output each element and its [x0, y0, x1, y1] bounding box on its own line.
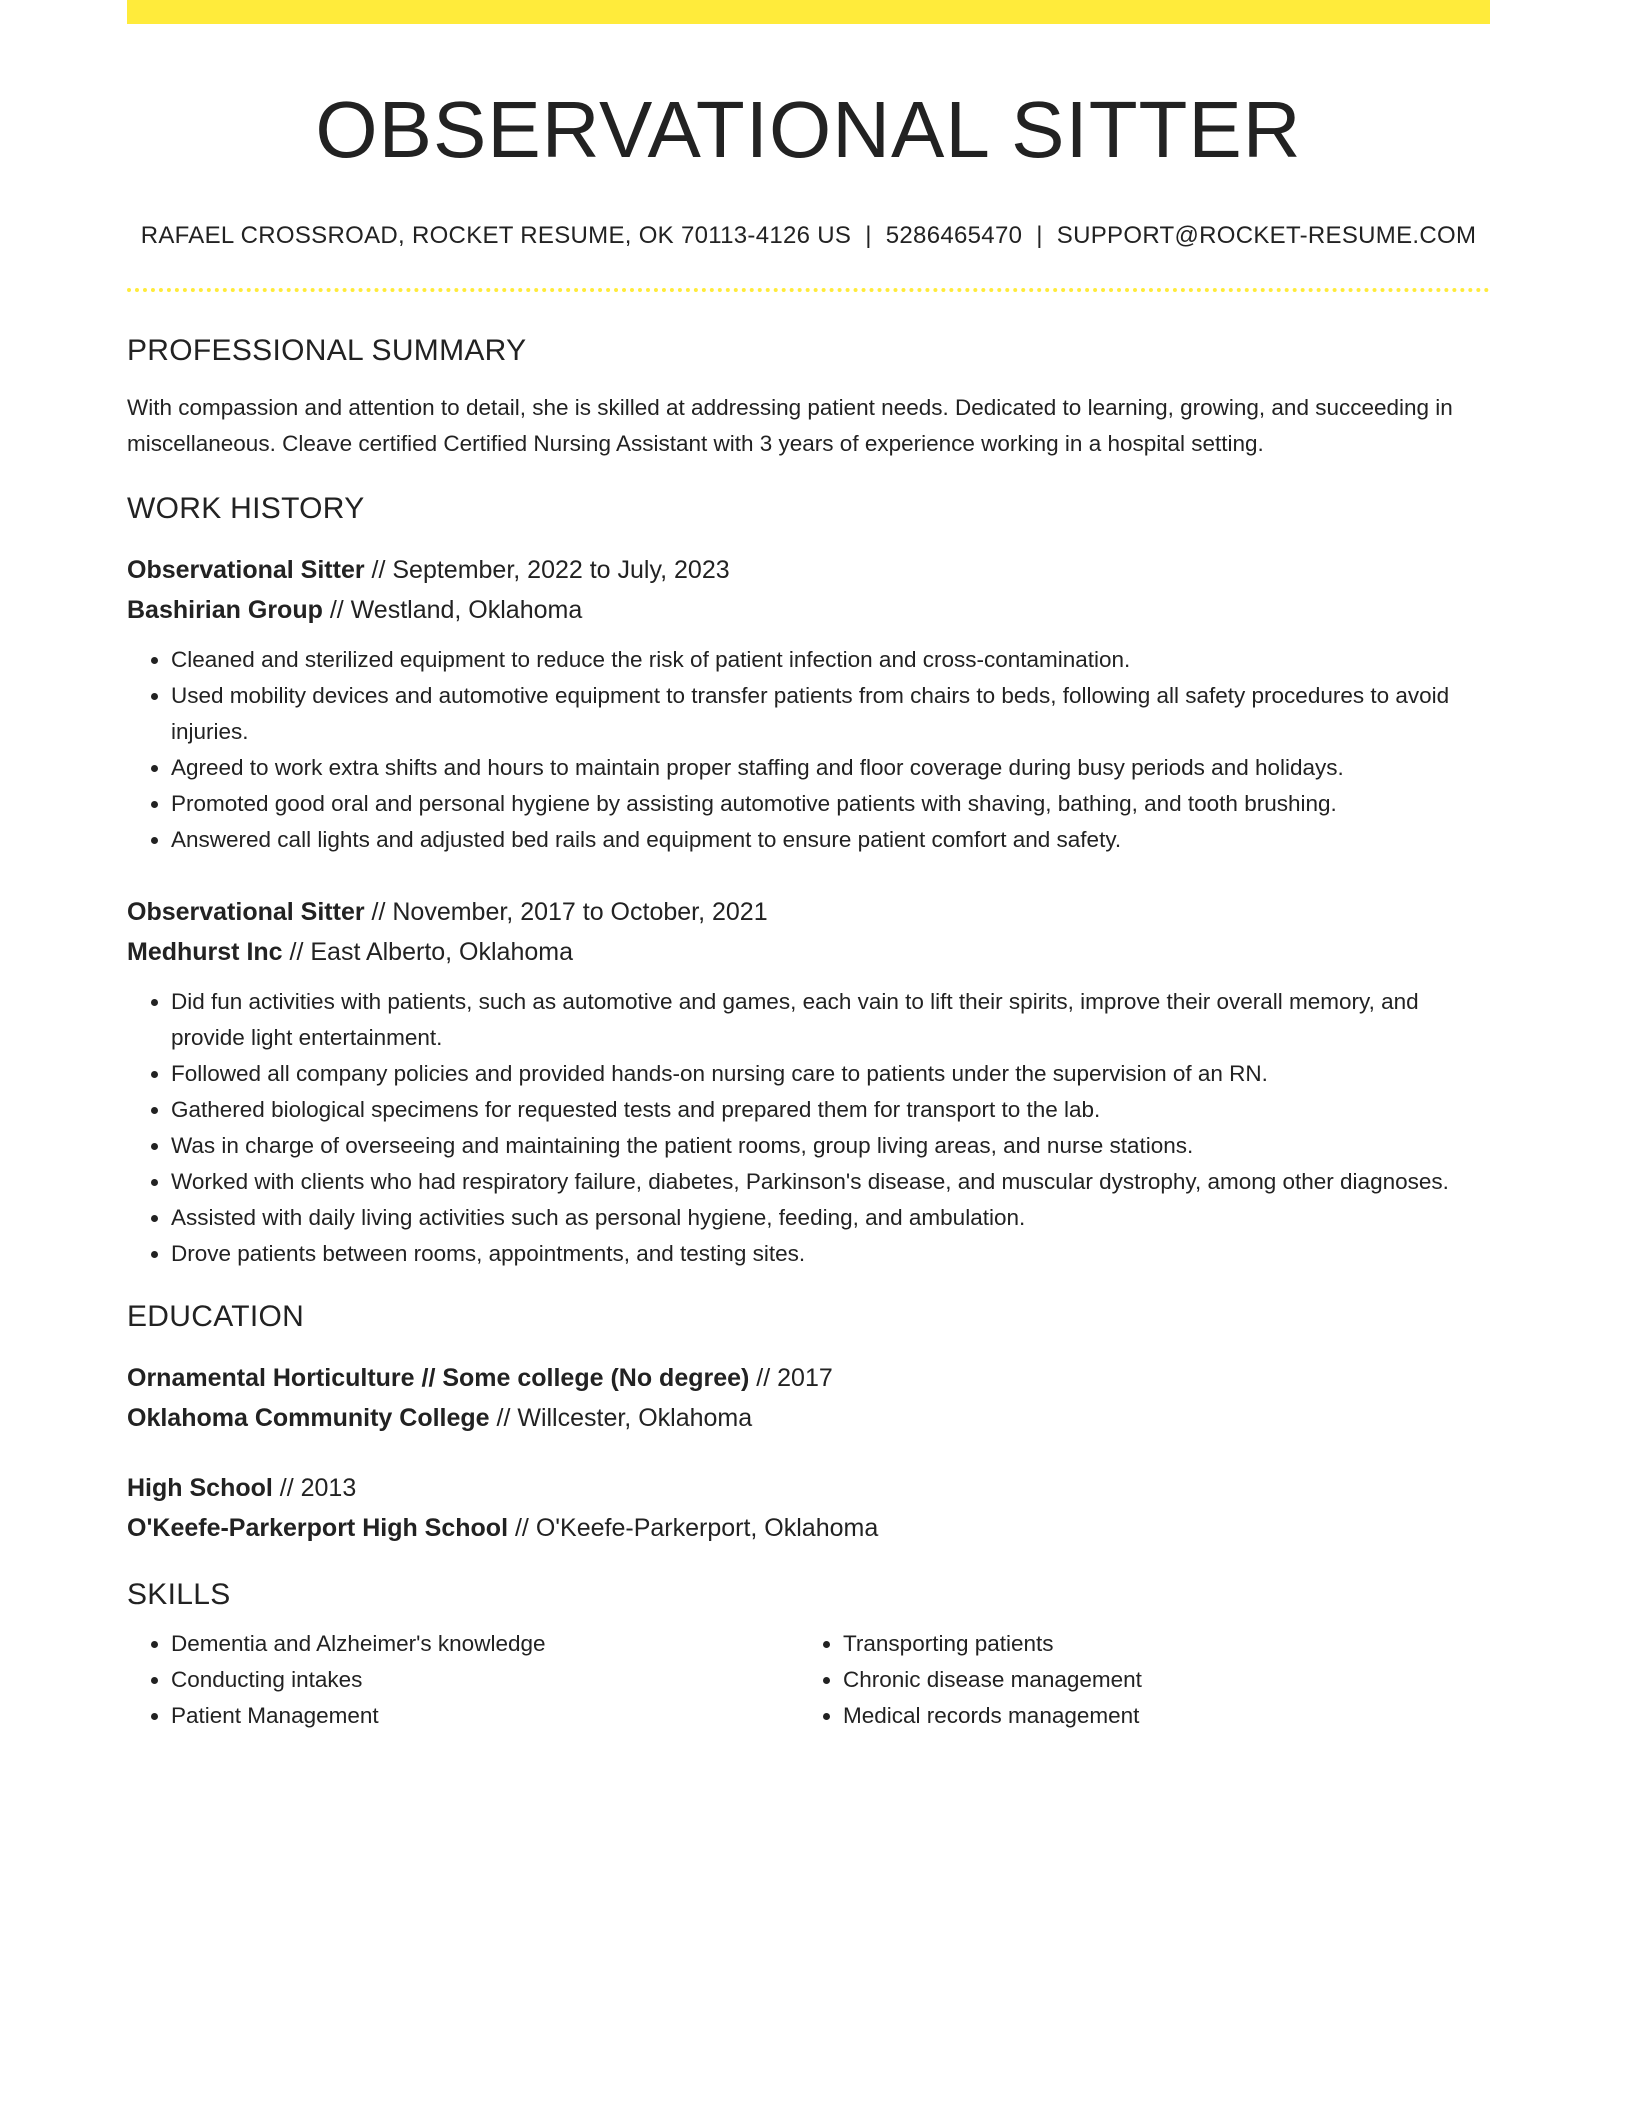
contact-line: [127, 222, 1490, 250]
education-degree: Ornamental Horticulture // Some college (No degree): [127, 1364, 750, 1392]
education-entry: [127, 1468, 1490, 1548]
job-bullet: • Was in charge of overseeing and maintaining the patient rooms, group living areas, and nurse stations.: [171, 1128, 1490, 1164]
job-company: Bashirian Group: [127, 596, 323, 624]
education-location: // Willcester, Oklahoma: [489, 1404, 753, 1432]
job-entry: [127, 550, 1490, 858]
job-bullets: [127, 642, 1490, 858]
job-bullet: • Used mobility devices and automotive equipment to transfer patients from chairs to beds, following all safety procedures to avoid injuries.: [171, 678, 1490, 750]
accent-top-bar: [127, 0, 1490, 24]
skill-item: • Chronic disease management: [843, 1662, 1471, 1698]
dotted-divider: [127, 288, 1490, 292]
skill-item: • Patient Management: [171, 1698, 799, 1734]
job-bullet: • Followed all company policies and provided hands-on nursing care to patients under the supervision of an RN.: [171, 1056, 1490, 1092]
job-bullets: [127, 984, 1490, 1272]
job-bullet: • Promoted good oral and personal hygiene by assisting automotive patients with shaving, bathing, and tooth brushing.: [171, 786, 1490, 822]
job-role: Observational Sitter: [127, 556, 365, 584]
education-school: O'Keefe-Parkerport High School: [127, 1514, 509, 1542]
job-title-line: [127, 892, 1490, 932]
job-entry: [127, 892, 1490, 1272]
skills-heading: SKILLS: [127, 1578, 231, 1611]
skills-right-column: [799, 1626, 1471, 1734]
job-bullet: • Drove patients between rooms, appointments, and testing sites.: [171, 1236, 1490, 1272]
job-role: Observational Sitter: [127, 898, 365, 926]
job-bullet: • Answered call lights and adjusted bed rails and equipment to ensure patient comfort and safety.: [171, 822, 1490, 858]
job-bullet: • Did fun activities with patients, such as automotive and games, each vain to lift their spirits, improve their overall memory, and provide light entertainment.: [171, 984, 1490, 1056]
work-history-heading: WORK HISTORY: [127, 492, 365, 525]
job-company-line: [127, 590, 1490, 630]
resume-name: OBSERVATIONAL SITTER: [315, 85, 1302, 174]
education-degree-line: [127, 1358, 1490, 1398]
summary-text: With compassion and attention to detail, she is skilled at addressing patient needs. Dedicated to learning, growing, and succeeding in miscellaneous. Cleave certified Certified Nursing Assistant with 3 years of experience working in a hospital setting.: [127, 395, 1453, 456]
education-year: // 2013: [272, 1474, 357, 1502]
education-school-line: [127, 1508, 1490, 1548]
job-dates: // November, 2017 to October, 2021: [364, 898, 768, 926]
education-degree: High School: [127, 1474, 273, 1502]
job-dates: // September, 2022 to July, 2023: [364, 556, 730, 584]
summary-heading: PROFESSIONAL SUMMARY: [127, 334, 527, 367]
skill-item: • Medical records management: [843, 1698, 1471, 1734]
skills-grid: [127, 1626, 1490, 1734]
skills-left-column: [127, 1626, 799, 1734]
job-bullet: • Worked with clients who had respiratory failure, diabetes, Parkinson's disease, and muscular dystrophy, among other diagnoses.: [171, 1164, 1490, 1200]
job-company-line: [127, 932, 1490, 972]
job-company: Medhurst Inc: [127, 938, 283, 966]
education-location: // O'Keefe-Parkerport, Oklahoma: [508, 1514, 879, 1542]
job-bullet: • Gathered biological specimens for requested tests and prepared them for transport to the lab.: [171, 1092, 1490, 1128]
job-location: // Westland, Oklahoma: [322, 596, 583, 624]
contact-separator: |: [1036, 222, 1043, 249]
education-heading: EDUCATION: [127, 1300, 305, 1333]
education-entry: [127, 1358, 1490, 1438]
contact-phone: 5286465470: [885, 222, 1023, 249]
skill-item: • Conducting intakes: [171, 1662, 799, 1698]
job-bullet: • Cleaned and sterilized equipment to reduce the risk of patient infection and cross-contamination.: [171, 642, 1490, 678]
contact-separator: |: [865, 222, 872, 249]
education-year: // 2017: [749, 1364, 833, 1392]
contact-address: RAFAEL CROSSROAD, ROCKET RESUME, OK 70113-4126 US: [140, 222, 852, 249]
skill-item: • Dementia and Alzheimer's knowledge: [171, 1626, 799, 1662]
education-school: Oklahoma Community College: [127, 1404, 490, 1432]
job-bullet: • Agreed to work extra shifts and hours to maintain proper staffing and floor coverage during busy periods and holidays.: [171, 750, 1490, 786]
education-degree-line: [127, 1468, 1490, 1508]
job-location: // East Alberto, Oklahoma: [282, 938, 573, 966]
resume-page: [127, 0, 1490, 1734]
skill-item: • Transporting patients: [843, 1626, 1471, 1662]
job-bullet: • Assisted with daily living activities such as personal hygiene, feeding, and ambulation.: [171, 1200, 1490, 1236]
contact-email: SUPPORT@ROCKET-RESUME.COM: [1056, 222, 1477, 249]
education-school-line: [127, 1398, 1490, 1438]
job-title-line: [127, 550, 1490, 590]
